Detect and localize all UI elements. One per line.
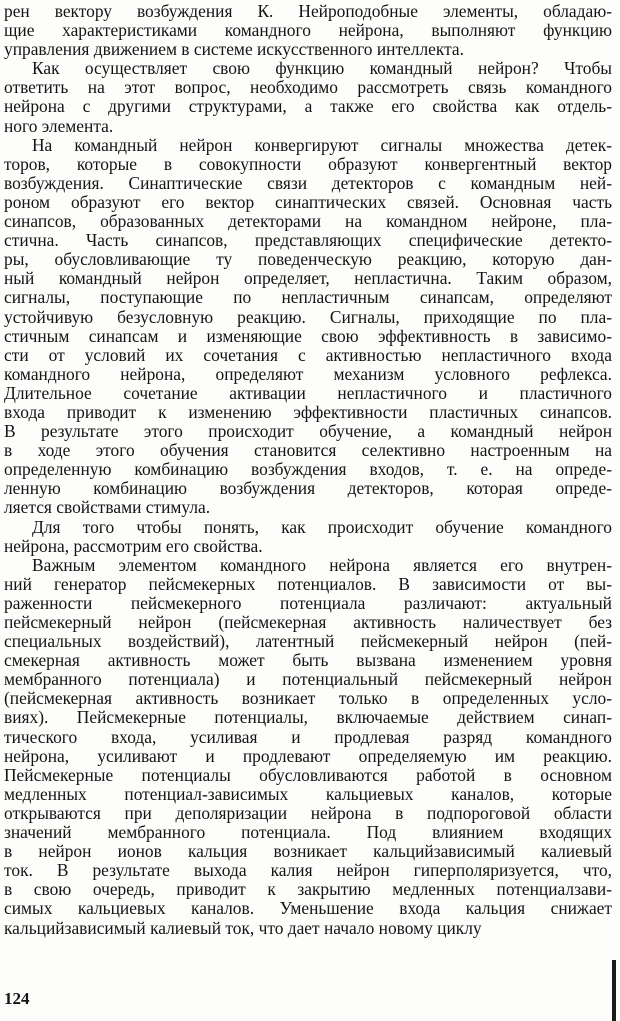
text-line: определенную комбинацию возбуждения входов, т. е. на опреде- — [4, 459, 612, 480]
text-line: Важным элементом командного нейрона является его внутрен- — [32, 554, 612, 575]
text-line: Как осуществляет свою функцию командный нейрон? Чтобы — [32, 58, 612, 79]
text-line: Длительное сочетание активации непластичного и пластичного — [4, 382, 612, 403]
text-line: мембранного потенциала) и потенциальный пейсмекерный нейрон — [4, 669, 612, 690]
text-line: нейрона, усиливают и продлевают определяемую им реакцию. — [4, 745, 612, 766]
text-line: рен вектору возбуждения К. Нейроподобные элементы, обладаю- — [4, 1, 612, 21]
scan-edge-shadow — [612, 960, 616, 1021]
paragraph — [4, 556, 612, 938]
text-line: ры, обусловливающие ту поведенческую реакцию, которую дан- — [4, 249, 612, 270]
text-line: специальных воздействий), латентный пейсмекерный нейрон (пей- — [4, 631, 612, 652]
text-line: В результате этого происходит обучение, а командный нейрон — [4, 421, 612, 442]
text-line: стична. Часть синапсов, представляющих специфические детекто- — [4, 230, 612, 251]
page-number: 124 — [4, 989, 30, 1008]
text-line: открываются при деполяризации нейрона в подпороговой области — [4, 802, 612, 823]
text-line: ток. В результате выхода калия нейрон гиперполяризуется, что, — [4, 860, 612, 881]
text-line: ляется свойствами стимула. — [4, 497, 211, 518]
text-line: командного нейрона, определяют механизм условного рефлекса. — [4, 363, 612, 384]
text-line: возбуждения. Синаптические связи детекторов с командным ней- — [4, 172, 612, 193]
paragraph — [4, 518, 612, 556]
paragraph — [4, 2, 612, 59]
text-line: (пейсмекерная активность возникает только в определенных усло- — [4, 688, 612, 709]
text-line: нейрона с другими структурами, а также его свойства как отдель- — [4, 96, 612, 117]
text-line: сти от условий их сочетания с активностью непластичного входа — [4, 344, 612, 365]
text-line: кальцийзависимый калиевый ток, что дает начало новому циклу — [4, 917, 482, 938]
text-line: медленных потенциал-зависимых кальциевых каналов, которые — [4, 783, 612, 804]
text-line: пейсмекерный нейрон (пейсмекерная активность наличествует без — [4, 612, 612, 632]
text-line: стичным синапсам и изменяющие свою эффективность в зависимо- — [4, 325, 612, 346]
text-line: раженности пейсмекерного потенциала различают: актуальный — [4, 592, 612, 613]
text-line: тического входа, усиливая и продлевая разряд командного — [4, 726, 612, 747]
text-line: в свою очередь, приводит к закрытию медленных потенциалзави- — [4, 879, 612, 900]
text-line: ответить на этот вопрос, необходимо рассмотреть связь командного — [4, 77, 612, 98]
paragraph — [4, 136, 612, 518]
text-line: синапсов, образованных детекторами на командном нейроне, пла- — [4, 211, 612, 232]
body-text — [4, 2, 612, 938]
text-line: роном образуют его вектор синаптических связей. Основная часть — [4, 191, 612, 212]
text-line: смекерная активность может быть вызвана изменением уровня — [4, 650, 612, 671]
text-line: виях). Пейсмекерные потенциалы, включаемые действием синап- — [4, 707, 612, 728]
text-line: входа приводит к изменению эффективности пластичных синапсов. — [4, 401, 612, 422]
text-line: нейрона, рассмотрим его свойства. — [4, 535, 263, 556]
text-line: управления движением в системе искусственного интеллекта. — [4, 39, 464, 60]
text-line: значений мембранного потенциала. Под влиянием входящих — [4, 822, 612, 843]
text-line: Для того чтобы понять, как происходит обучение командного — [32, 516, 612, 537]
text-line: сигналы, поступающие по непластичным синапсам, определяют — [4, 287, 612, 308]
text-line: ный командный нейрон определяет, непластична. Таким образом, — [4, 268, 612, 289]
text-line: ного элемента. — [4, 115, 114, 136]
text-line: торов, которые в совокупности образуют конвергентный вектор — [4, 153, 612, 174]
text-line: в ходе этого обучения становится селективно настроенным на — [4, 440, 612, 461]
text-line: ленную комбинацию возбуждения детекторов, которая опреде- — [4, 478, 612, 499]
text-line: в нейрон ионов кальция возникает кальцийзависимый калиевый — [4, 841, 612, 862]
text-line: На командный нейрон конвергируют сигналы множества детек- — [32, 134, 612, 155]
text-line: ний генератор пейсмекерных потенциалов. В зависимости от вы- — [4, 573, 612, 594]
text-line: устойчивую безусловную реакцию. Сигналы, приходящие по пла- — [4, 306, 612, 327]
text-line: щие характеристиками командного нейрона, выполняют функцию — [4, 20, 612, 41]
text-line: Пейсмекерные потенциалы обусловливаются работой в основном — [4, 764, 612, 785]
paragraph — [4, 59, 612, 135]
text-line: симых кальциевых каналов. Уменьшение входа кальция снижает — [4, 898, 612, 919]
